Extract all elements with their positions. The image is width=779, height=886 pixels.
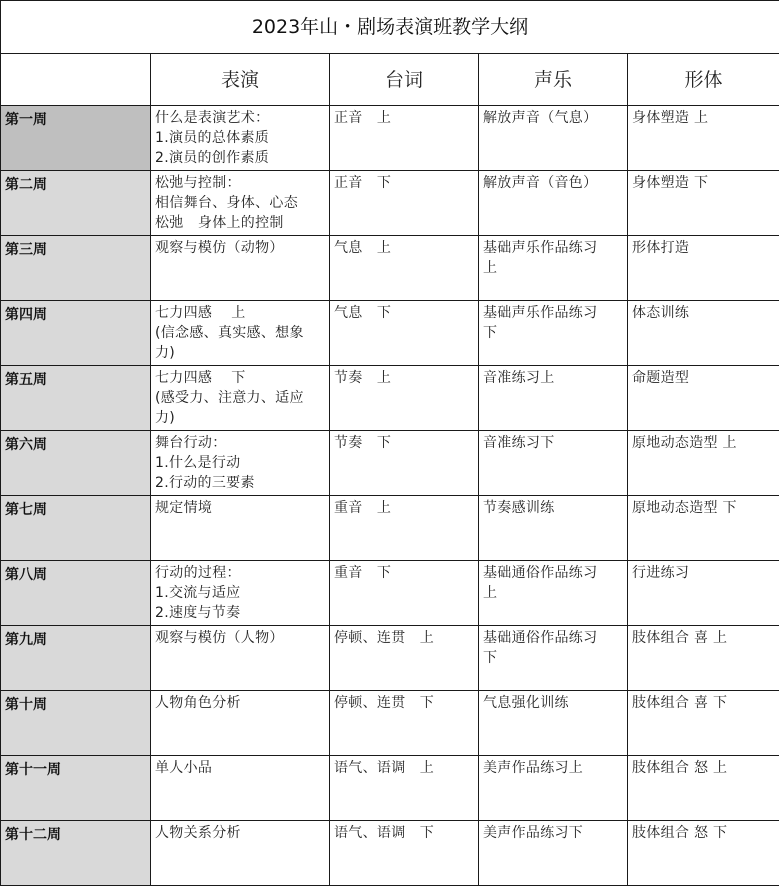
vocal-cell-text: 解放声音（音色）	[483, 175, 598, 191]
body-cell	[628, 171, 779, 236]
week-label: 第六周	[1, 431, 151, 496]
header-lines: 台词	[330, 54, 479, 106]
lines-cell-text: 语气、语调 下	[334, 825, 435, 841]
vocal-cell	[479, 821, 628, 886]
vocal-cell-text: 基础声乐作品练习 上	[483, 240, 598, 276]
vocal-cell	[479, 301, 628, 366]
body-cell-text: 行进练习	[632, 565, 690, 581]
body-cell-text: 肢体组合 喜 上	[632, 630, 728, 646]
lines-cell	[330, 301, 479, 366]
acting-cell	[151, 756, 330, 821]
acting-cell	[151, 301, 330, 366]
acting-cell-text: 人物关系分析	[155, 825, 241, 841]
acting-cell	[151, 106, 330, 171]
acting-cell	[151, 821, 330, 886]
week-label: 第八周	[1, 561, 151, 626]
body-cell	[628, 496, 779, 561]
table-row	[1, 756, 779, 821]
vocal-cell	[479, 561, 628, 626]
lines-cell	[330, 496, 479, 561]
acting-cell	[151, 626, 330, 691]
header-week	[1, 54, 151, 106]
lines-cell	[330, 756, 479, 821]
table-row	[1, 431, 779, 496]
body-cell	[628, 756, 779, 821]
vocal-cell	[479, 756, 628, 821]
acting-cell	[151, 171, 330, 236]
acting-cell-text: 规定情境	[155, 500, 213, 516]
body-cell	[628, 691, 779, 756]
body-cell	[628, 106, 779, 171]
vocal-cell-text: 音准练习下	[483, 435, 555, 451]
lines-cell-text: 重音 上	[334, 500, 392, 516]
lines-cell-text: 停顿、连贯 下	[334, 695, 435, 711]
week-label: 第十周	[1, 691, 151, 756]
vocal-cell-text: 美声作品练习上	[483, 760, 584, 776]
lines-cell	[330, 106, 479, 171]
acting-cell-text: 七力四感 上 (信念感、真实感、想象 力)	[155, 305, 304, 361]
header-row	[1, 54, 779, 106]
acting-cell	[151, 431, 330, 496]
title-row	[1, 1, 779, 54]
body-cell-text: 身体塑造 上	[632, 110, 709, 126]
vocal-cell-text: 音准练习上	[483, 370, 555, 386]
vocal-cell-text: 美声作品练习下	[483, 825, 584, 841]
header-body: 形体	[628, 54, 779, 106]
body-cell	[628, 626, 779, 691]
acting-cell	[151, 561, 330, 626]
lines-cell	[330, 431, 479, 496]
lines-cell	[330, 561, 479, 626]
vocal-cell	[479, 496, 628, 561]
acting-cell	[151, 496, 330, 561]
table-row	[1, 106, 779, 171]
vocal-cell-text: 基础通俗作品练习 下	[483, 630, 598, 666]
week-label: 第一周	[1, 106, 151, 171]
body-cell-text: 体态训练	[632, 305, 690, 321]
vocal-cell	[479, 106, 628, 171]
lines-cell	[330, 691, 479, 756]
table-row	[1, 301, 779, 366]
body-cell-text: 命题造型	[632, 370, 690, 386]
lines-cell-text: 语气、语调 上	[334, 760, 435, 776]
vocal-cell-text: 基础通俗作品练习 上	[483, 565, 598, 601]
body-cell	[628, 366, 779, 431]
week-label: 第十一周	[1, 756, 151, 821]
lines-cell-text: 正音 下	[334, 175, 392, 191]
vocal-cell	[479, 626, 628, 691]
vocal-cell-text: 解放声音（气息）	[483, 110, 598, 126]
vocal-cell	[479, 171, 628, 236]
lines-cell-text: 停顿、连贯 上	[334, 630, 435, 646]
lines-cell-text: 正音 上	[334, 110, 392, 126]
body-cell	[628, 821, 779, 886]
acting-cell-text: 人物角色分析	[155, 695, 241, 711]
body-cell	[628, 431, 779, 496]
table-row	[1, 236, 779, 301]
acting-cell-text: 观察与模仿（动物）	[155, 240, 284, 256]
table-row	[1, 626, 779, 691]
body-cell	[628, 236, 779, 301]
lines-cell	[330, 366, 479, 431]
lines-cell-text: 重音 下	[334, 565, 392, 581]
acting-cell-text: 什么是表演艺术： 1.演员的总体素质 2.演员的创作素质	[155, 110, 270, 166]
body-cell-text: 肢体组合 喜 下	[632, 695, 728, 711]
lines-cell-text: 节奏 下	[334, 435, 392, 451]
vocal-cell	[479, 691, 628, 756]
body-cell-text: 原地动态造型 上	[632, 435, 737, 451]
table-row	[1, 366, 779, 431]
week-label: 第九周	[1, 626, 151, 691]
acting-cell	[151, 366, 330, 431]
week-label: 第四周	[1, 301, 151, 366]
body-cell-text: 形体打造	[632, 240, 690, 256]
week-label: 第七周	[1, 496, 151, 561]
acting-cell-text: 观察与模仿（人物）	[155, 630, 284, 646]
week-label: 第十二周	[1, 821, 151, 886]
vocal-cell	[479, 366, 628, 431]
page-title: 2023年山・剧场表演班教学大纲	[1, 1, 779, 54]
table-row	[1, 821, 779, 886]
lines-cell	[330, 821, 479, 886]
lines-cell-text: 气息 上	[334, 240, 392, 256]
body-cell-text: 肢体组合 怒 下	[632, 825, 728, 841]
acting-cell-text: 七力四感 下 (感受力、注意力、适应 力)	[155, 370, 304, 426]
week-label: 第三周	[1, 236, 151, 301]
week-label: 第二周	[1, 171, 151, 236]
body-cell	[628, 561, 779, 626]
lines-cell	[330, 626, 479, 691]
acting-cell	[151, 691, 330, 756]
table-row	[1, 561, 779, 626]
table-row	[1, 171, 779, 236]
acting-cell-text: 行动的过程： 1.交流与适应 2.速度与节奏	[155, 565, 241, 621]
body-cell	[628, 301, 779, 366]
table-row	[1, 691, 779, 756]
header-vocal: 声乐	[479, 54, 628, 106]
header-acting: 表演	[151, 54, 330, 106]
acting-cell-text: 单人小品	[155, 760, 213, 776]
body-cell-text: 肢体组合 怒 上	[632, 760, 728, 776]
vocal-cell	[479, 236, 628, 301]
acting-cell-text: 舞台行动： 1.什么是行动 2.行动的三要素	[155, 435, 255, 491]
lines-cell-text: 气息 下	[334, 305, 392, 321]
week-label: 第五周	[1, 366, 151, 431]
body-cell-text: 原地动态造型 下	[632, 500, 737, 516]
vocal-cell	[479, 431, 628, 496]
vocal-cell-text: 节奏感训练	[483, 500, 555, 516]
vocal-cell-text: 基础声乐作品练习 下	[483, 305, 598, 341]
vocal-cell-text: 气息强化训练	[483, 695, 569, 711]
lines-cell-text: 节奏 上	[334, 370, 392, 386]
body-cell-text: 身体塑造 下	[632, 175, 709, 191]
lines-cell	[330, 171, 479, 236]
acting-cell	[151, 236, 330, 301]
table-row	[1, 496, 779, 561]
lines-cell	[330, 236, 479, 301]
acting-cell-text: 松弛与控制： 相信舞台、身体、心态 松弛 身体上的控制	[155, 175, 298, 231]
